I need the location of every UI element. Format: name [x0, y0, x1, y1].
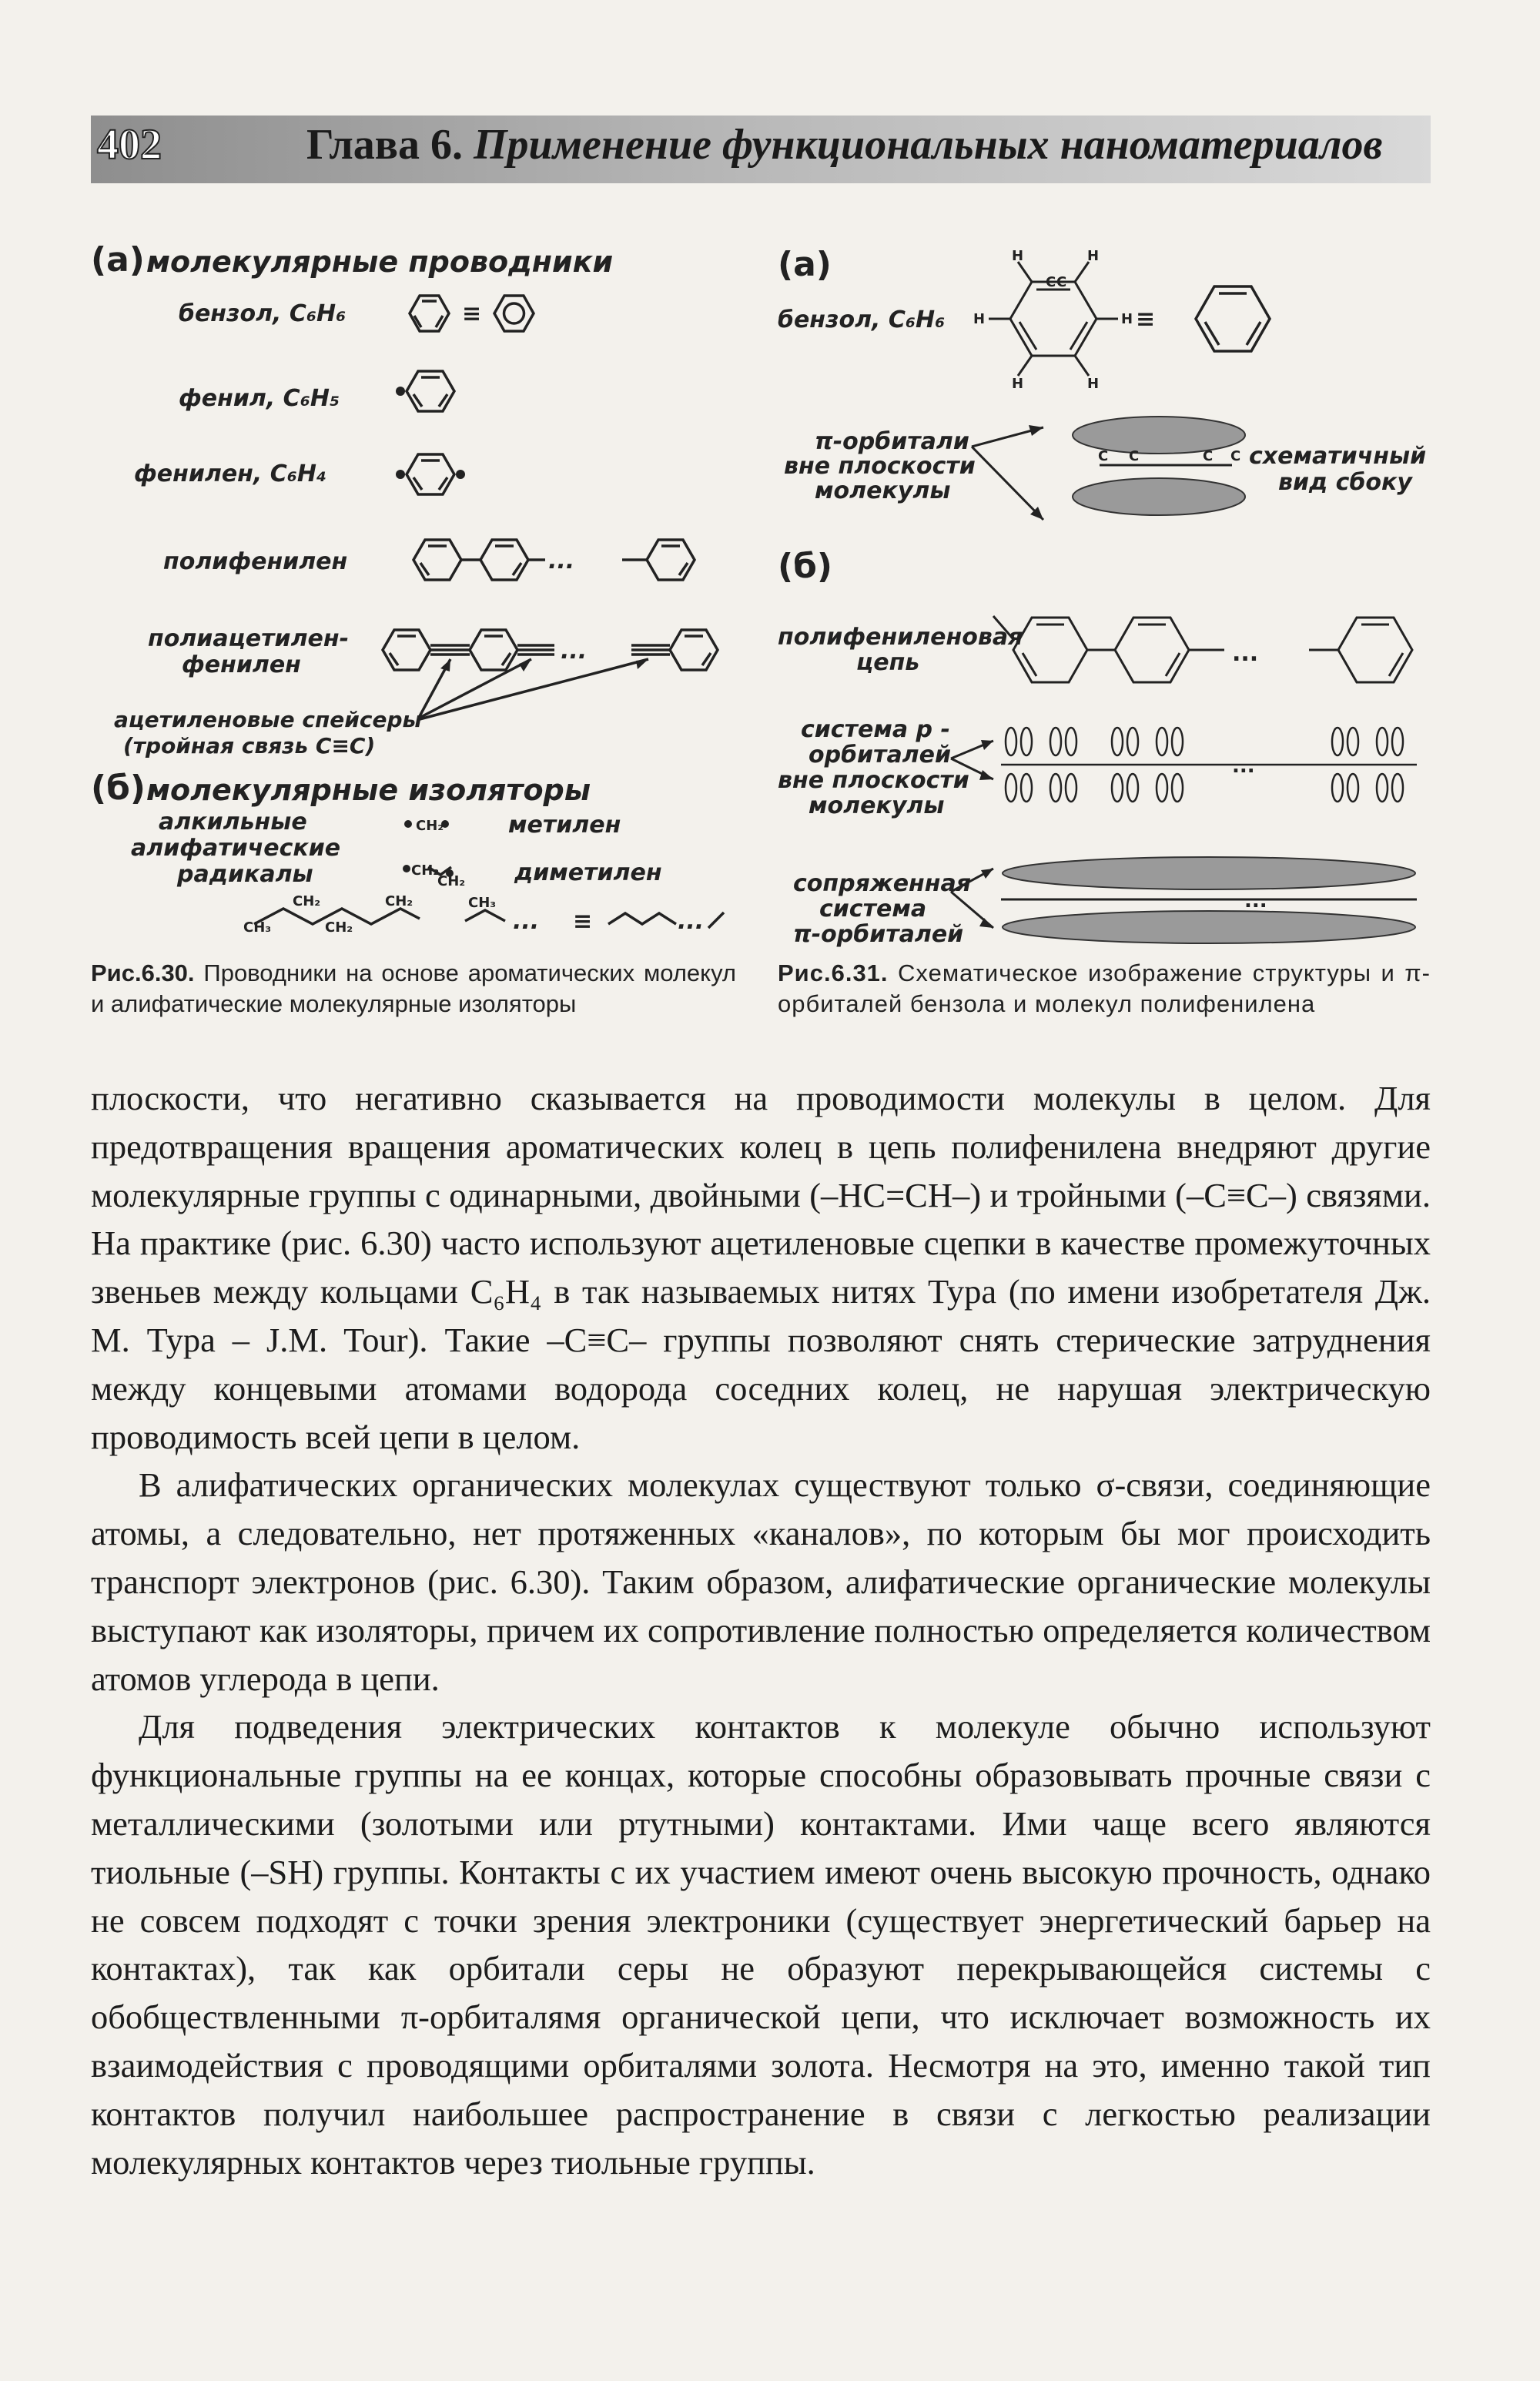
fig631-conj-label-1: сопряженная: [793, 870, 972, 897]
ch2-label-3: CH₂: [437, 873, 466, 889]
fig631-benzene-label: бензол, C₆H₆: [778, 306, 946, 333]
fig631-pi-label-1: π-орбитали: [815, 428, 969, 455]
ch2-label-4: CH₂: [293, 893, 321, 909]
fig630-eq-1: ≡: [462, 300, 482, 327]
c-label-4: C: [1129, 448, 1140, 464]
fig631-side-label-1: схематичный: [1249, 443, 1427, 470]
pi-arrow-2: [972, 447, 1043, 520]
fig630-dots-1: ...: [548, 548, 575, 574]
fig631-conj-label-2: система: [819, 896, 927, 923]
h-label-3: H: [973, 311, 986, 327]
p-orbital-lobes: [1001, 728, 1417, 802]
fig630-spacers-label-1: ацетиленовые спейсеры: [114, 707, 422, 732]
fig630-dots-4: ...: [513, 908, 540, 935]
fig631-sys-label-4: молекулы: [808, 792, 945, 819]
fig630-a-letter: (а): [91, 240, 145, 280]
figure-6-31: [0, 0, 1540, 1078]
h-label-5: H: [1012, 376, 1024, 392]
fig630-alkyl-label-2: алифатические: [131, 835, 341, 862]
fig631-conj-label-3: π-орбиталей: [793, 921, 964, 948]
fig631-caption: [778, 958, 1431, 1020]
chapter-name: Применение функциональных наноматериалов: [473, 121, 1383, 169]
fig631-dots-2: ...: [1232, 755, 1255, 778]
fig630-spacers-label-2: (тройная связь C≡C): [123, 733, 376, 759]
h-label-2: H: [1087, 248, 1100, 264]
fig630-alkyl-label-1: алкильные: [159, 809, 307, 836]
fig630-alkyl-label-3: радикалы: [177, 861, 313, 888]
fig631-eq: ≡: [1136, 306, 1156, 333]
chapter-number: Глава 6.: [306, 121, 463, 169]
fig631-caption-text: Схематическое изображение структуры и π-орбиталей бензола и молекул полифенилена: [778, 959, 1431, 1017]
conj-orbital-bottom: [1003, 911, 1415, 943]
h-label-4: H: [1121, 311, 1133, 327]
h-label-1: H: [1012, 248, 1024, 264]
fig631-dots-1: ...: [1232, 640, 1259, 667]
c-label-3: C: [1098, 448, 1109, 464]
paragraph-1: плоскости, что негативно сказывается на проводимости молекулы в целом. Для предотвращения вращения ароматических колец в цепь полифенилена внедряют другие молекулярные группы с одинарными, двойными (–HC=CH–) и тройными (–C≡C–) связями. На практике (рис. 6.30) часто используют ацетиленовые сцепки в качестве промежуточных звеньев между кольцами C₆H₄ в так называемых нитях Тура (по имени изобретателя Дж. М. Тура – J.M. Tour). Такие –C≡C– группы позволяют снять стерические затруднения между концевыми атомами водорода соседних колец, не нарушая электрическую проводимость всей цепи в целом.: [91, 1079, 1431, 1456]
ch2-label-1: CH₂: [416, 818, 444, 834]
fig630-b-title: молекулярные изоляторы: [146, 773, 591, 807]
pi-orbital-bottom: [1073, 478, 1245, 515]
fig630-pape-label-2: фенилен: [182, 651, 301, 678]
h-label-6: H: [1087, 376, 1100, 392]
fig630-a-title: молекулярные проводники: [146, 245, 614, 279]
c-label-1: C: [1046, 274, 1056, 290]
fig630-polyphenylene-label: полифенилен: [163, 548, 348, 575]
fig631-a-letter: (а): [778, 245, 832, 284]
paragraph-3: Для подведения электрических контактов к молекуле обычно используют функциональные группы на ее концах, которые способны образовывать прочные связи с металлическими (золотыми или ртутными) контактами. Ими чаще всего являются тиольные (–SH) группы. Контакты с их участием имеют очень высокую прочность, однако не совсем подходят с точки зрения электроники (существует энергетический барьер на контактах), так как орбитали серы не образуют перекрывающейся системы с обобществленными π-орбиталямя органической цепи, что исключает возможность их взаимодействия с проводящими орбиталями золота. Несмотря на это, именно такой тип контактов получил наибольшее распространение в связи с легкостью реализации молекулярных контактов через тиольные группы.: [91, 1707, 1431, 2182]
fig631-dots-3: ...: [1244, 889, 1267, 913]
chain-ring-1: [1013, 618, 1087, 682]
fig630-caption-num: Рис.6.30.: [91, 959, 195, 986]
c-label-6: C: [1230, 448, 1241, 464]
ch3-label-2: CH₃: [468, 895, 497, 911]
fig630-phenyl-label: фенил, C₆H₅: [179, 385, 340, 412]
fig631-caption-num: Рис.6.31.: [778, 959, 889, 986]
fig631-drawing: [0, 0, 1540, 1001]
chain-ring-3: [1338, 618, 1412, 682]
fig630-eq-2: ≡: [573, 908, 593, 935]
ch3-label-1: CH₃: [243, 919, 272, 936]
fig631-chain-label-1: полифениленовая: [778, 624, 1023, 651]
fig630-dots-3: ...: [678, 908, 705, 935]
paragraph-2: В алифатических органических молекулах существуют только σ-связи, соединяющие атомы, а следовательно, нет протяженных «каналов», по которым бы мог происходить транспорт электронов (рис. 6.30). Таким образом, алифатические органические молекулы выступают как изоляторы, причем их сопротивление полностью определяется количеством атомов углерода в цепи.: [91, 1465, 1431, 1698]
ch2-label-5: CH₂: [325, 919, 353, 936]
c-label-2: C: [1056, 274, 1067, 290]
c-label-5: C: [1203, 448, 1214, 464]
fig631-sys-label-3: вне плоскости: [778, 767, 969, 794]
fig630-methylene-label: метилен: [508, 812, 621, 839]
fig631-chain-label-2: цепь: [856, 649, 920, 676]
fig631-side-label-2: вид сбоку: [1278, 469, 1412, 496]
fig631-sys-label-2: орбиталей: [808, 742, 952, 769]
page-number: 402: [97, 121, 162, 169]
fig630-pape-label-1: полиацетилен-: [148, 625, 350, 652]
benzene-simple-ring: [1196, 286, 1270, 351]
fig630-dimethylene-label: диметилен: [514, 859, 662, 886]
fig631-pi-label-3: молекулы: [815, 477, 951, 504]
ch2-label-6: CH₂: [385, 893, 413, 909]
chain-ring-2: [1115, 618, 1189, 682]
fig630-b-letter: (б): [91, 769, 146, 808]
ch2-label-2: CH₂: [411, 862, 440, 879]
conj-orbital-top: [1003, 857, 1415, 889]
fig630-dots-2: ...: [561, 638, 588, 665]
fig630-benzene-label: бензол, C₆H₆: [179, 300, 346, 327]
fig631-sys-label-1: система p -: [801, 716, 950, 743]
benzene-structural-ring: [1010, 282, 1096, 356]
fig630-caption-text: Проводники на основе ароматических молекул и алифатические молекулярные изоляторы: [91, 959, 736, 1017]
fig631-pi-label-2: вне плоскости: [784, 453, 976, 480]
fig631-b-letter: (б): [778, 547, 832, 586]
body-text: [91, 1074, 1431, 2186]
fig630-phenylene-label: фенилен, C₆H₄: [134, 460, 327, 487]
